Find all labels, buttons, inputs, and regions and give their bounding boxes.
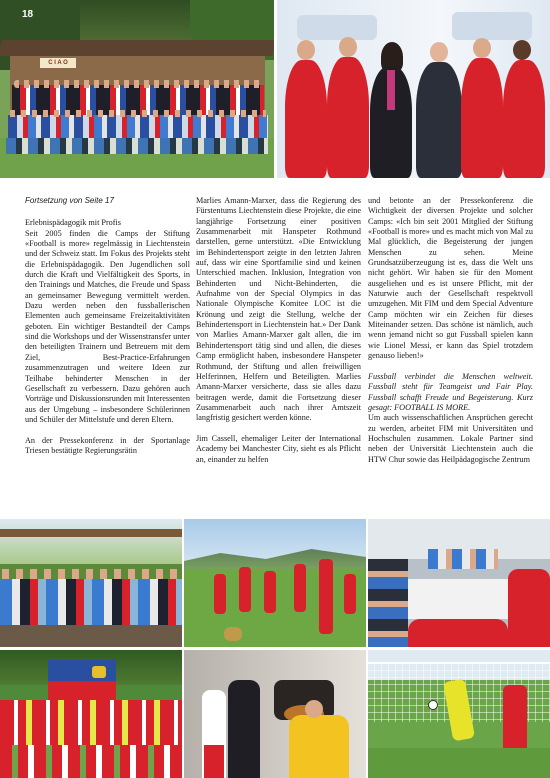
photo-goalkeeper-match [368,650,550,778]
photo-workshop-room [368,519,550,647]
photo-pizza-oven [184,650,366,778]
article-column-2 [196,196,361,465]
photo-outdoor-dinner [0,519,182,647]
page-number: 18 [22,9,34,20]
camp-sign: C I A O [40,58,76,68]
paragraph-football-motto: Fussball verbindet die Menschen weltweit. Fussball steht für Teamgeist und Fair Play. Fussball schafft Freude und Begeisterung. Kurz gesagt: FOOTBALL IS MORE. [368,371,533,412]
paragraph-universities: Um auch wissenschaftlichen Ansprüchen gerecht zu werden, arbeitet FIM mit Universitäten und Hochschulen zusammen. Lokale Partner sind neben der Universität Liechtenstein auch die HTW Chur sowie das Heilpädagogische Zentrum [368,413,533,464]
paragraph-cassell-start: Jim Cassell, ehemaliger Leiter der International Academy bei Manchester City, sieht es als Pflicht an, einander zu helfen [196,433,361,464]
continued-note: Fortsetzung von Seite 17 [25,196,114,205]
article-column-1 [25,196,190,456]
paragraph-press-start: An der Pressekonferenz in der Sportanlage Triesen bestätigte Regierungsrätin [25,435,190,455]
photo-team-flag [0,650,182,778]
paragraph-cassell-quote: und betonte an der Pressekonferenz die Wichtigkeit der diversen Projekte und solcher Camps: «Ich bin seit 2001 Mitglied der Stiftung «Football is more» und es macht mich von Mal zu Mal glücklich, die Begeisterung der jungen Menschen zu sehen. Meine Grundsatzüberzeugung ist es, dass die Welt uns nicht gehört. Wir haben sie für den Moment ausgeliehen und es ist unsere Pflicht, mit der Naturwie auch der Gesellschaft respektvoll umzugehen. Mit FIM und dem Special Adventure Camp möchten wir ein Zeichen für dieses Miteinander setzen. Das schöne ist nämlich, auch wenn jemand nicht so gut Fussball spielen kann wie Lionel Messi, er kann das Spiel trotzdem genauso lieben!» [368,196,533,361]
photo-group-camp [0,0,274,178]
paragraph-government: Marlies Amann-Marxer, dass die Regierung des Fürstentums Liechtenstein diese Projekte, die eine langjährige Fortsetzung einer positiven Zusammenarbeit mit Hanspeter Rothmund darstellen, gerne unterstützt. «Die Entwicklung im Behindertensport zeigte in den letzten Jahren auf, dass wir eine Sportfamilie sind und keinen Unterschied machen. Inklusion, Integration von Behinderten und Nicht-Behinderten, die Aufnahme von der Special Olympics in das Nationale Olympische Komitee LOC ist die Krönung und zeigt die Stellung, welche der Behindertensport in Liechtenstein hat.» Der Dank von Marlies Amann-Marxer galt allen, die im Behindertensport tätig sind und allen, die dieses Camp ermöglicht haben, insbesondere Hanspeter Rothmund, der Stiftung und allen freiwilligen Helferinnen, Helfern und Beteiligten. Marlies Amann-Marxer versicherte, dass sie alles dazu beitragen werde, damit die Fortsetzung dieser Zusammenarbeit auch nach ihrer Amtszeit langfristig gesichert werden könne. [196,196,361,423]
article-column-3 [368,196,533,465]
photo-training-field [184,519,366,647]
paragraph-camps: Erlebnispädagogik mit Profis Seit 2005 finden die Camps der Stiftung «Football is more» regelmässig in Liechtenstein und der Schweiz statt. Im Fokus des Projekts steht die Erlebnispädagogik. Den Jugendlichen soll durch die Kraft und Vielfältigkeit des Sports, in den Trainings und Matches, die Freude und Spass an gemeinsamer Bewegung vermittelt werden. Dazu werden neben den fussballerischen Elementen auch gemeinsame Freizeitaktivitäten geboten. Ein wichtiger Bestandteil der Camps sind die Workshops und der Wissenstransfer unter den beteiligten Trainern und Betreuern mit dem Ziel, Best-Practice-Erfahrungen zusammenzutragen und weitere Ideen zur Teilhabe behinderter Menschen in der Gesellschaft zu verbessern. Dazu gehören auch Vorträge und Diskussionsrunden mit Interessenten aus der Umgebung – insbesondere Schülerinnen und Schüler der Mittelstufe und deren Eltern. [25,218,190,424]
photo-press-conference [277,0,550,178]
